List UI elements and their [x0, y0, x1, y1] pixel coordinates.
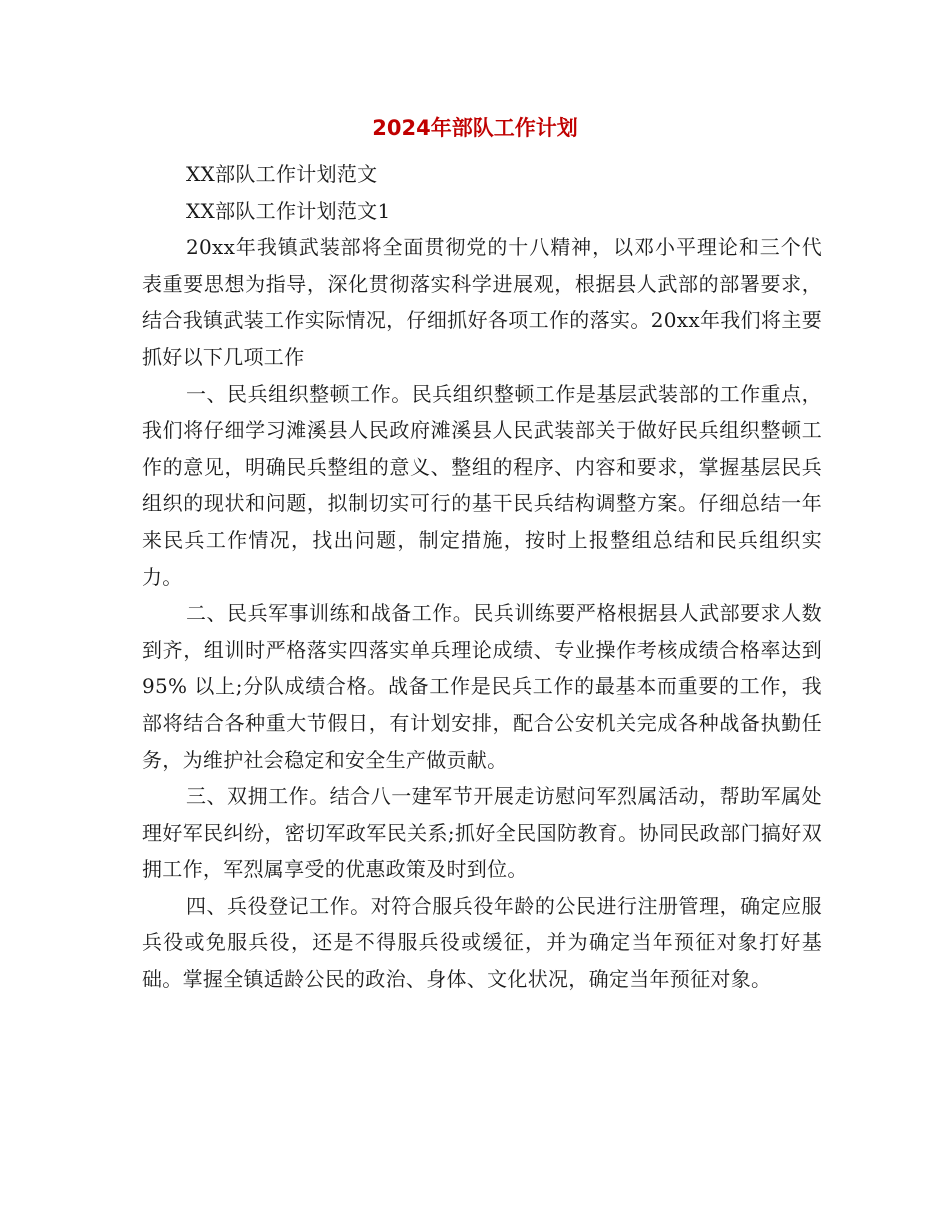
- paragraph-military-registration: 四、兵役登记工作。对符合服兵役年龄的公民进行注册管理，确定应服兵役或免服兵役，还是不得服兵役或缓征，并为确定当年预征对象打好基础。掌握全镇适龄公民的政治、身体、文化状况，确定当年预征对象。: [142, 893, 822, 992]
- document-title: 2024年部队工作计划: [372, 116, 578, 140]
- paragraph-subtitle-1: XX部队工作计划范文1: [186, 198, 391, 223]
- document-body: [142, 156, 822, 998]
- paragraph-intro: 20xx年我镇武装部将全面贯彻党的十八精神，以邓小平理论和三个代表重要思想为指导，深化贯彻落实科学进展观，根据县人武部的部署要求，结合我镇武装工作实际情况，仔细抓好各项工作的落实。20xx年我们将主要抓好以下几项工作: [142, 235, 822, 369]
- paragraph-militia-training: 二、民兵军事训练和战备工作。民兵训练要严格根据县人武部要求人数到齐，组训时严格落实四落实单兵理论成绩、专业操作考核成绩合格率达到95% 以上;分队成绩合格。战备工作是民兵工作的最基本而重要的工作，我部将结合各种重大节假日，有计划安排，配合公安机关完成各种战备执勤任务，为维护社会稳定和安全生产做贡献。: [142, 601, 822, 772]
- paragraph-subtitle: XX部队工作计划范文: [186, 162, 378, 186]
- paragraph-militia-organization: 一、民兵组织整顿工作。民兵组织整顿工作是基层武装部的工作重点，我们将仔细学习滩溪县人民政府滩溪县人民武装部关于做好民兵组织整顿工作的意见，明确民兵整组的意义、整组的程序、内容和要求，掌握基层民兵组织的现状和问题，拟制切实可行的基干民兵结构调整方案。仔细总结一年来民兵工作情况，找出问题，制定措施，按时上报整组总结和民兵组织实力。: [142, 381, 822, 589]
- paragraph-double-support: 三、双拥工作。结合八一建军节开展走访慰问军烈属活动，帮助军属处理好军民纠纷，密切军政军民关系;抓好全民国防教育。协同民政部门搞好双拥工作，军烈属享受的优惠政策及时到位。: [142, 784, 822, 882]
